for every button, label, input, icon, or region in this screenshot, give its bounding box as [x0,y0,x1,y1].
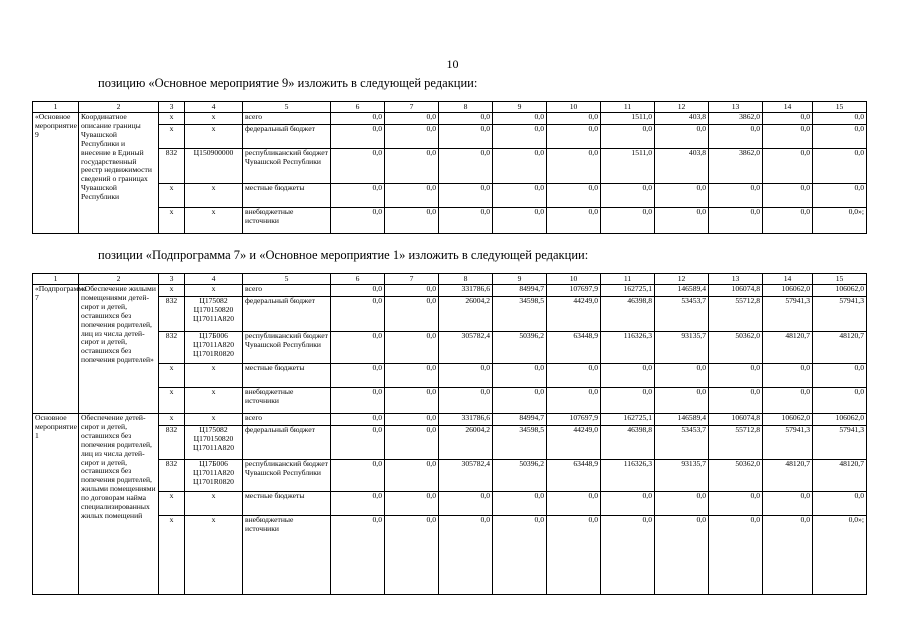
funding-value: 0,0 [331,414,385,426]
funding-value: 0,0 [547,492,601,516]
funding-value: 93135,7 [655,460,709,492]
column-header: 14 [763,102,813,113]
funding-value: 34598,5 [493,297,547,332]
budget-classification-code: Ц17Б006 Ц17011А820 Ц1701R0820 [185,332,243,364]
funding-value: 26004,2 [439,297,493,332]
funding-value: 0,0 [709,208,763,234]
funding-value: 0,0 [331,208,385,234]
budget-classification-code: x [185,184,243,208]
table-row [33,388,867,414]
funding-value: 53453,7 [655,297,709,332]
funding-value: 0,0 [331,332,385,364]
funding-source: федеральный бюджет [243,125,331,149]
funding-value: 0,0 [385,208,439,234]
funding-value: 0,0 [813,113,867,125]
caption-subprogram-7: позиции «Подпрограмма 7» и «Основное мероприятие 1» изложить в следующей редакции: [98,248,589,262]
funding-value: 55712,8 [709,426,763,460]
funding-value: 57941,3 [813,297,867,332]
page-number: 10 [446,57,459,71]
column-header: 15 [813,102,867,113]
funding-value: 162725,1 [601,285,655,297]
funding-value: 0,0 [655,364,709,388]
funding-value: 0,0 [439,364,493,388]
funding-value: 116326,3 [601,460,655,492]
funding-value: 50362,0 [709,332,763,364]
funding-value: 0,0 [601,492,655,516]
funding-value: 0,0»; [813,208,867,234]
funding-source: внебюджетные источники [243,388,331,414]
funding-value: 1511,0 [601,113,655,125]
funding-value: 0,0 [813,388,867,414]
table-row [33,149,867,184]
table-row [33,208,867,234]
funding-value: 0,0 [763,388,813,414]
funding-value: 0,0 [763,492,813,516]
funding-value: 0,0 [547,149,601,184]
table-row [33,184,867,208]
responsible-executor-code: x [159,113,185,125]
funding-value: 57941,3 [763,426,813,460]
funding-value: 57941,3 [813,426,867,460]
funding-source: федеральный бюджет [243,426,331,460]
column-header: 14 [763,274,813,285]
budget-classification-code: Ц175082 Ц170150820 Ц17011А820 [185,426,243,460]
funding-value: 1511,0 [601,149,655,184]
funding-value: 0,0 [385,516,439,595]
funding-source: всего [243,285,331,297]
funding-value: 107697,9 [547,285,601,297]
activity-name: «Основное мероприятие 9 [33,113,79,234]
budget-classification-code: x [185,285,243,297]
funding-value: 0,0 [709,125,763,149]
funding-value: 0,0 [385,388,439,414]
funding-value: 146589,4 [655,414,709,426]
funding-value: 0,0 [493,125,547,149]
funding-value: 50396,2 [493,460,547,492]
funding-value: 0,0 [493,516,547,595]
column-header: 9 [493,102,547,113]
funding-value: 0,0 [385,285,439,297]
funding-value: 0,0 [439,492,493,516]
funding-value: 0,0 [439,184,493,208]
funding-value: 0,0 [493,492,547,516]
column-header: 10 [547,102,601,113]
responsible-executor-code: 832 [159,297,185,332]
activity-description: Обеспечение детей-сирот и детей, оставшихся без попечения родителей, лиц из числа детей-сирот и детей, оставшихся без попечения родителей, жилыми помещениями по договорам найма специализированных жилых помещений [79,414,159,595]
funding-value: 0,0 [709,516,763,595]
column-header: 5 [243,102,331,113]
funding-value: 0,0 [763,516,813,595]
funding-value: 0,0 [331,364,385,388]
budget-classification-code: x [185,492,243,516]
budget-classification-code: x [185,516,243,595]
responsible-executor-code: 832 [159,332,185,364]
funding-value: 84994,7 [493,414,547,426]
funding-value: 0,0 [709,184,763,208]
funding-value: 0,0 [385,184,439,208]
funding-value: 106074,8 [709,285,763,297]
funding-value: 0,0 [709,492,763,516]
funding-value: 0,0 [493,388,547,414]
funding-value: 0,0 [547,208,601,234]
funding-source: внебюджетные источники [243,516,331,595]
funding-value: 0,0 [331,125,385,149]
table-main-activity-9 [32,101,867,234]
funding-value: 0,0 [385,364,439,388]
funding-value: 0,0 [331,492,385,516]
funding-value: 0,0 [709,364,763,388]
funding-value: 331786,6 [439,414,493,426]
funding-value: 0,0 [439,208,493,234]
column-header: 3 [159,102,185,113]
column-header: 6 [331,102,385,113]
responsible-executor-code: x [159,414,185,426]
funding-value: 0,0 [601,388,655,414]
column-header: 4 [185,102,243,113]
column-header: 2 [79,274,159,285]
budget-classification-code: x [185,388,243,414]
table-row [33,426,867,460]
funding-value: 146589,4 [655,285,709,297]
funding-value: 0,0 [547,388,601,414]
responsible-executor-code: x [159,516,185,595]
funding-value: 0,0 [763,113,813,125]
funding-value: 50362,0 [709,460,763,492]
funding-value: 44249,0 [547,426,601,460]
funding-value: 0,0 [439,388,493,414]
funding-value: 0,0 [331,460,385,492]
funding-value: 0,0 [547,184,601,208]
table-row [33,113,867,125]
funding-value: 53453,7 [655,426,709,460]
funding-source: республиканский бюджет Чувашской Республики [243,332,331,364]
table-row [33,125,867,149]
column-header: 8 [439,274,493,285]
funding-value: 0,0 [385,297,439,332]
responsible-executor-code: 832 [159,426,185,460]
funding-value: 48120,7 [763,332,813,364]
funding-source: федеральный бюджет [243,297,331,332]
funding-value: 63448,9 [547,332,601,364]
funding-value: 0,0 [331,516,385,595]
funding-value: 46398,8 [601,297,655,332]
column-header: 7 [385,274,439,285]
funding-value: 44249,0 [547,297,601,332]
activity-description: Координатное описание границы Чувашской Республики и внесение в Единый государственный реестр недвижимости сведений о границах Чувашской Республики [79,113,159,234]
table-subprogram-7 [32,273,867,595]
column-header: 12 [655,102,709,113]
activity-name: Основное мероприятие 1 [33,414,79,595]
column-header: 13 [709,102,763,113]
funding-value: 0,0 [813,492,867,516]
funding-value: 0,0 [655,125,709,149]
funding-value: 0,0 [813,364,867,388]
funding-value: 0,0 [709,388,763,414]
funding-value: 0,0 [331,297,385,332]
funding-value: 57941,3 [763,297,813,332]
table-row [33,492,867,516]
funding-value: 0,0 [655,492,709,516]
funding-value: 26004,2 [439,426,493,460]
funding-value: 305782,4 [439,332,493,364]
funding-value: 34598,5 [493,426,547,460]
funding-value: 48120,7 [763,460,813,492]
funding-value: 84994,7 [493,285,547,297]
funding-value: 0,0 [655,184,709,208]
funding-source: всего [243,414,331,426]
column-header: 7 [385,102,439,113]
responsible-executor-code: x [159,208,185,234]
funding-value: 0,0 [493,208,547,234]
funding-value: 0,0 [763,125,813,149]
funding-value: 0,0 [385,492,439,516]
funding-value: 48120,7 [813,460,867,492]
funding-source: республиканский бюджет Чувашской Республики [243,460,331,492]
responsible-executor-code: 832 [159,460,185,492]
budget-classification-code: x [185,113,243,125]
funding-value: 0,0 [331,426,385,460]
funding-value: 0,0 [439,125,493,149]
column-header: 6 [331,274,385,285]
budget-classification-code: Ц17Б006 Ц17011А820 Ц1701R0820 [185,460,243,492]
funding-value: 0,0 [493,184,547,208]
column-header: 3 [159,274,185,285]
funding-value: 116326,3 [601,332,655,364]
funding-value: 0,0 [547,113,601,125]
funding-value: 0,0 [331,113,385,125]
funding-source: внебюджетные источники [243,208,331,234]
table-row [33,364,867,388]
funding-source: местные бюджеты [243,184,331,208]
funding-value: 0,0 [385,426,439,460]
funding-value: 0,0 [655,516,709,595]
column-header: 15 [813,274,867,285]
budget-classification-code: x [185,364,243,388]
funding-value: 0,0 [331,184,385,208]
funding-value: 63448,9 [547,460,601,492]
funding-value: 0,0 [655,208,709,234]
funding-value: 0,0 [493,364,547,388]
funding-value: 3862,0 [709,113,763,125]
responsible-executor-code: x [159,184,185,208]
funding-value: 0,0 [601,208,655,234]
responsible-executor-code: x [159,364,185,388]
responsible-executor-code: x [159,388,185,414]
funding-value: 106062,0 [763,285,813,297]
funding-value: 0,0 [813,149,867,184]
funding-value: 46398,8 [601,426,655,460]
funding-value: 93135,7 [655,332,709,364]
funding-value: 55712,8 [709,297,763,332]
column-header: 2 [79,102,159,113]
column-header: 1 [33,102,79,113]
funding-value: 0,0 [493,149,547,184]
funding-value: 305782,4 [439,460,493,492]
table-header-row [33,102,867,113]
funding-value: 0,0 [385,414,439,426]
column-header: 13 [709,274,763,285]
funding-value: 0,0 [763,364,813,388]
column-header: 11 [601,102,655,113]
column-header: 10 [547,274,601,285]
column-header: 9 [493,274,547,285]
column-header: 4 [185,274,243,285]
funding-value: 0,0 [763,208,813,234]
funding-value: 0,0 [331,285,385,297]
funding-source: местные бюджеты [243,492,331,516]
budget-classification-code: x [185,414,243,426]
funding-value: 0,0 [385,125,439,149]
table-row [33,460,867,492]
funding-value: 0,0 [601,364,655,388]
funding-value: 0,0 [601,516,655,595]
funding-value: 48120,7 [813,332,867,364]
funding-value: 3862,0 [709,149,763,184]
funding-source: местные бюджеты [243,364,331,388]
funding-value: 0,0 [385,460,439,492]
table-header-row [33,274,867,285]
funding-value: 0,0 [439,113,493,125]
funding-value: 403,8 [655,113,709,125]
activity-description: «Обеспечение жилыми помещениями детей-сирот и детей, оставшихся без попечения родителей, лиц из числа детей-сирот и детей, оставшихся без попечения родителей» [79,285,159,414]
responsible-executor-code: x [159,492,185,516]
budget-classification-code: x [185,208,243,234]
column-header: 5 [243,274,331,285]
funding-value: 0,0 [601,125,655,149]
funding-value: 0,0 [385,113,439,125]
funding-value: 0,0 [493,113,547,125]
responsible-executor-code: x [159,125,185,149]
funding-value: 0,0 [385,332,439,364]
table-row [33,414,867,426]
funding-source: всего [243,113,331,125]
funding-value: 0,0 [547,364,601,388]
funding-value: 106062,0 [763,414,813,426]
funding-value: 0,0 [813,184,867,208]
funding-value: 0,0 [439,149,493,184]
funding-value: 0,0 [439,516,493,595]
funding-value: 0,0 [385,149,439,184]
funding-value: 107697,9 [547,414,601,426]
responsible-executor-code: x [159,285,185,297]
activity-name: «Подпрограмма 7 [33,285,79,414]
funding-value: 0,0»; [813,516,867,595]
table-row [33,332,867,364]
table-row [33,297,867,332]
budget-classification-code: Ц175082 Ц170150820 Ц17011А820 [185,297,243,332]
funding-value: 403,8 [655,149,709,184]
budget-classification-code: x [185,125,243,149]
funding-value: 0,0 [547,125,601,149]
funding-value: 0,0 [813,125,867,149]
funding-value: 162725,1 [601,414,655,426]
caption-position-9: позицию «Основное мероприятие 9» изложить в следующей редакции: [98,76,478,90]
funding-value: 106074,8 [709,414,763,426]
funding-value: 106062,0 [813,285,867,297]
funding-value: 0,0 [763,184,813,208]
column-header: 12 [655,274,709,285]
funding-value: 106062,0 [813,414,867,426]
funding-value: 0,0 [331,388,385,414]
responsible-executor-code: 832 [159,149,185,184]
funding-value: 0,0 [331,149,385,184]
column-header: 11 [601,274,655,285]
funding-value: 50396,2 [493,332,547,364]
column-header: 8 [439,102,493,113]
funding-value: 331786,6 [439,285,493,297]
funding-value: 0,0 [655,388,709,414]
budget-classification-code: Ц150900000 [185,149,243,184]
column-header: 1 [33,274,79,285]
funding-value: 0,0 [601,184,655,208]
table-row [33,285,867,297]
funding-source: республиканский бюджет Чувашской Республики [243,149,331,184]
funding-value: 0,0 [547,516,601,595]
funding-value: 0,0 [763,149,813,184]
table-row [33,516,867,595]
